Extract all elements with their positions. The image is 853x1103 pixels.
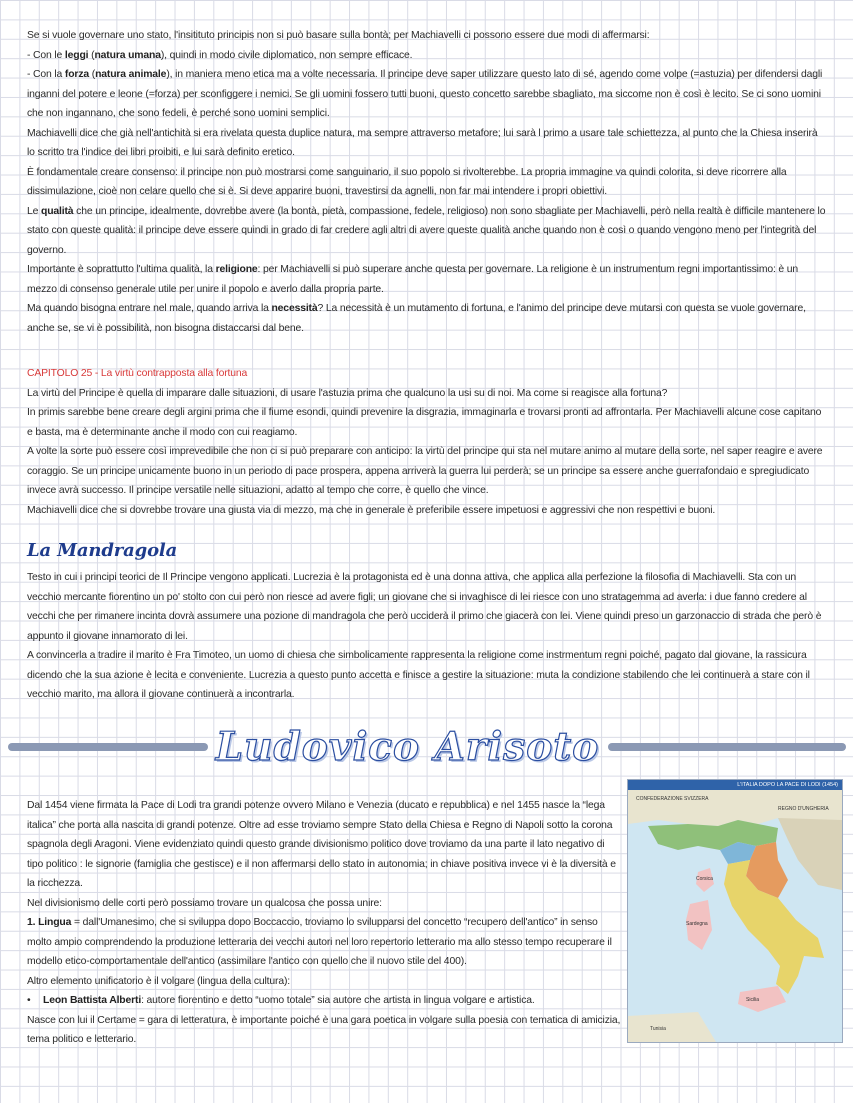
paragraph-forza: - Con la forza (natura animale), in maniera meno etica ma a volte necessaria. Il principe deve saper utilizzare questo lato di sé, agendo come volpe (=astuzia) per difendersi dagli inganni del potere e leone (=forza) per sconfiggere i nemici. Se gli uomini fossero tutti buoni, questo concetto sarebbe sbagliato, ma siccome non è così è lecito. Se ci sono uomini che non ingannano, che sono fedeli, è perché sono uomini semplici. <box>27 69 823 119</box>
paragraph: Nel divisionismo delle corti però possiamo trovare un qualcosa che possa unire: <box>27 897 382 909</box>
principe-section <box>27 26 827 338</box>
map-header: L'ITALIA DOPO LA PACE DI LODI (1454) <box>628 780 842 790</box>
paragraph-lingua: 1. Lingua = dall'Umanesimo, che si sviluppa dopo Boccaccio, troviamo lo svilupparsi del concetto “recupero dell'antico” in senso molto ampio comprendendo la produzione letteraria dei vecchi autori nel loro repertorio letterario ma allo stesso tempo recuperare il modello etico-comportamentale dell'antico (assimilare l'antico con quello che il nuovo stile del 400). <box>27 917 612 967</box>
paragraph: Machiavelli dice che già nell'antichità si era rivelata questa duplice natura, ma sempre attraverso metafore; lui sarà l primo a usare tale schiettezza, al punto che la Chiesa inserirà lo scritto tra l'indice dei libri proibiti, e lui sarà definito eretico. <box>27 127 818 158</box>
paragraph: A convincerla a tradire il marito è Fra Timoteo, un uomo di chiesa che simbolicamente rappresenta la religione come instrmentum regni poiché, pagato dal giovane, la rassicura dicendo che la sua azione è lecita e conveniente. Lucrezia a questo punto accetta e finisce a gestire la situazione: muta la condizione stabilendo che lei continuerà a stare con il vecchio marito, ma allora il giovane continuerà a incontrarla. <box>27 650 810 700</box>
paragraph: Dal 1454 viene firmata la Pace di Lodi tra grandi potenze ovvero Milano e Venezia (ducato e repubblica) e nel 1455 nasce la “lega italica” che porta alla nascita di grandi potenze. Oltre ad esse troviamo sempre Stato della Chiesa e Regno di Napoli sotto la corona spagnola degli Aragoni. Viene evidenziato quindi questo grande divisionismo politico dove troviamo da una parte il lato negativo di tipo politico : le signorie (famiglia che gestisce) e il non affermarsi dello stato in autonomia; in chiave positiva invece vi è la diversità e la ricchezza. <box>27 800 616 889</box>
paragraph: Se si vuole governare uno stato, l'insitituto principis non si può basare sulla bontà; per Machiavelli ci possono essere due modi di affermarsi: <box>27 30 650 41</box>
map-label: Sicilia <box>746 997 760 1003</box>
section-heading: CAPITOLO 25 - La virtù contrapposta alla fortuna <box>27 368 248 379</box>
banner-bar-left <box>8 743 208 751</box>
paragraph: Altro elemento unificatorio è il volgare (lingua della cultura): <box>27 975 291 987</box>
map-label: CONFEDERAZIONE SVIZZERA <box>636 796 709 802</box>
bullet-item: • Leon Battista Alberti: autore fiorentino e detto “uomo totale” sia autore che artista in lingua volgare e artistica. <box>27 991 623 1011</box>
paragraph-leggi: - Con le leggi (natura umana), quindi in modo civile diplomatico, non sempre efficace. <box>27 49 413 61</box>
ariosto-section <box>27 796 623 1050</box>
bullet-icon: • <box>27 995 31 1006</box>
section-title: La Mandragola <box>27 540 178 561</box>
banner-bar-right <box>608 743 846 751</box>
map-label: REGNO D'UNGHERIA <box>778 806 829 812</box>
paragraph-qualita: Le qualità che un principe, idealmente, dovrebbe avere (la bontà, pietà, compassione, fedele, religioso) non sono sbagliate per Machiavelli, però nella realtà è difficile mantenere lo stato con queste qualità: il principe deve essere quindi in grado di far credere agli altri di avere queste qualità anche quando non è così o quando vengono meno per l'integrità del governo. <box>27 205 826 256</box>
italy-map-graphic <box>628 780 842 1042</box>
paragraph: È fondamentale creare consenso: il principe non può mostrarsi come sanguinario, il suo popolo si rivolterebbe. La propria immagine va quindi colorita, si deve ricorrere alla dissimulazione, cioè non celare quello che si è. Si deve apparire buoni, travestirsi da agnelli, non far mai intendere i propri obiettivi. <box>27 166 787 197</box>
paragraph: Nasce con lui il Certame = gara di letteratura, è importante poiché è una gara poetica in volgare sulla poesia con tematica di amicizia, tema politico e letterario. <box>27 1014 621 1045</box>
map-label: Sardegna <box>686 921 708 927</box>
paragraph: A volte la sorte può essere così imprevedibile che non ci si può preparare con anticipo: la virtù del principe qui sta nel mutare animo al mutare della sorte, nel saper reagire e avere coraggio. Se un principe unicamente buono in un periodo di pace prospera, appena arriverà la guerra lui perderà; se un principe sa essere anche guerrafondaio e spregiudicato invece avrà successo. Il principe versatile nelle situazioni, adatto al tempo che corre, è quello che vince. <box>27 446 823 496</box>
paragraph: In primis sarebbe bene creare degli argini prima che il fiume esondi, quindi prevenire la disgrazia, immaginarla e trovarsi pronti ad affrontarla. Per Machiavelli alcune cose capitano e basta, ma è determinante anche il modo con cui reagiamo. <box>27 407 822 438</box>
paragraph: Machiavelli dice che si dovrebbe trovare una giusta via di mezzo, ma che in generale è preferibile essere impetuosi e aggressivi che non respettivi e buoni. <box>27 504 716 516</box>
map-label: Tunisia <box>650 1026 666 1032</box>
capitolo-25-section <box>27 364 827 520</box>
italy-map <box>627 779 843 1043</box>
chapter-banner <box>0 724 853 774</box>
paragraph-religione: Importante è soprattutto l'ultima qualità, la religione: per Machiavelli si può superare anche questa per governare. La religione è un instrumentum regni importantissimo: è un mezzo di consenso generale utile per unire il popolo e averlo dalla propria parte. <box>27 264 799 295</box>
paragraph: Testo in cui i principi teorici de Il Principe vengono applicati. Lucrezia è la protagonista ed è una donna attiva, che applica alla perfezione la filosofia di Machiavelli. Sta con un vecchio mercante fiorentino un po' stolto con cui però non riesce ad avere figli; un giovane che si invaghisce di lei riesce con uno stratagemma ad averla: i due fanno credere al vecchi che per rimanere incinta dovrà assumere una pozione di mandragola che però ucciderà il primo che giacerà con lei. Viene quindi preso un garzonaccio di strada che però è appunto il giovane innamorato di lei. <box>27 572 822 642</box>
paragraph-necessita: Ma quando bisogna entrare nel male, quando arriva la necessità? La necessità è un mutamento di fortuna, e l'animo del principe deve mutarsi con questa se vuole governare, anche se, se vi è possibilità, non bisogna distaccarsi dal bene. <box>27 303 806 334</box>
map-label: Corsica <box>696 876 713 882</box>
chapter-title: Ludovico Arisoto <box>215 724 600 770</box>
mandragola-section <box>27 540 827 705</box>
paragraph: La virtù del Principe è quella di imparare dalle situazioni, di usare l'astuzia prima che qualcuno la usi su di noi. Ma come si reagisce alla fortuna? <box>27 387 668 399</box>
